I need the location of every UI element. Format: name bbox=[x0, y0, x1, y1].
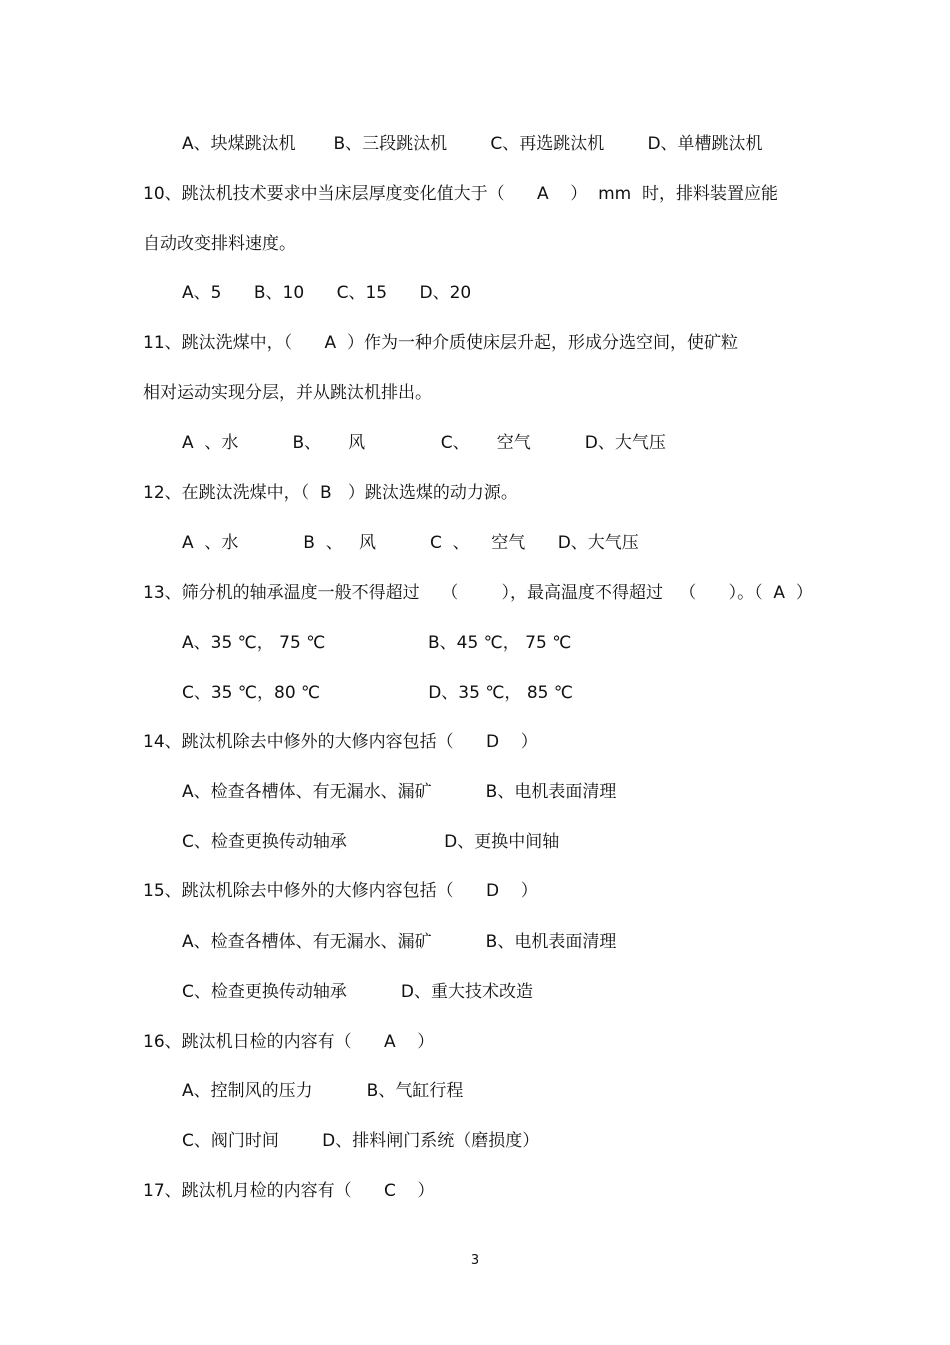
question-line: 15、跳汰机除去中修外的大修内容包括（ D ） bbox=[143, 881, 538, 901]
option-line: A 、水 B 、 风 C 、 空气 D、大气压 bbox=[182, 533, 639, 553]
question-line: 相对运动实现分层，并从跳汰机排出。 bbox=[143, 383, 432, 403]
page-number: 3 bbox=[470, 1253, 480, 1268]
option-line: A、块煤跳汰机 B、三段跳汰机 C、再选跳汰机 D、单槽跳汰机 bbox=[182, 134, 763, 154]
question-line: 自动改变排料速度。 bbox=[143, 234, 296, 254]
option-line: A、5 B、10 C、15 D、20 bbox=[182, 283, 472, 303]
question-line: 16、跳汰机日检的内容有（ A ） bbox=[143, 1032, 435, 1052]
option-line: A 、水 B、 风 C、 空气 D、大气压 bbox=[182, 433, 666, 453]
option-line: A、35 ℃， 75 ℃ B、45 ℃， 75 ℃ bbox=[182, 633, 572, 653]
option-line: A、控制风的压力 B、气缸行程 bbox=[182, 1081, 464, 1101]
option-line: A、检查各槽体、有无漏水、漏矿 B、电机表面清理 bbox=[182, 782, 617, 802]
option-line: C、检查更换传动轴承 D、更换中间轴 bbox=[182, 832, 560, 852]
question-line: 11、跳汰洗煤中，（ A ）作为一种介质使床层升起，形成分选空间，使矿粒 bbox=[143, 333, 738, 353]
option-line: C、阀门时间 D、排料闸门系统（磨损度） bbox=[182, 1131, 540, 1151]
question-line: 17、跳汰机月检的内容有（ C ） bbox=[143, 1181, 435, 1201]
option-line: C、35 ℃，80 ℃ D、35 ℃， 85 ℃ bbox=[182, 683, 573, 703]
question-line: 13、筛分机的轴承温度一般不得超过 （ ），最高温度不得超过 （ ）。（ A ） bbox=[143, 583, 813, 603]
option-line: C、检查更换传动轴承 D、重大技术改造 bbox=[182, 982, 533, 1002]
question-line: 14、跳汰机除去中修外的大修内容包括（ D ） bbox=[143, 732, 538, 752]
question-line: 12、在跳汰洗煤中，（ B ）跳汰选煤的动力源。 bbox=[143, 483, 518, 503]
option-line: A、检查各槽体、有无漏水、漏矿 B、电机表面清理 bbox=[182, 932, 617, 952]
question-line: 10、跳汰机技术要求中当床层厚度变化值大于（ A ） mm 时，排料装置应能 bbox=[143, 184, 779, 204]
